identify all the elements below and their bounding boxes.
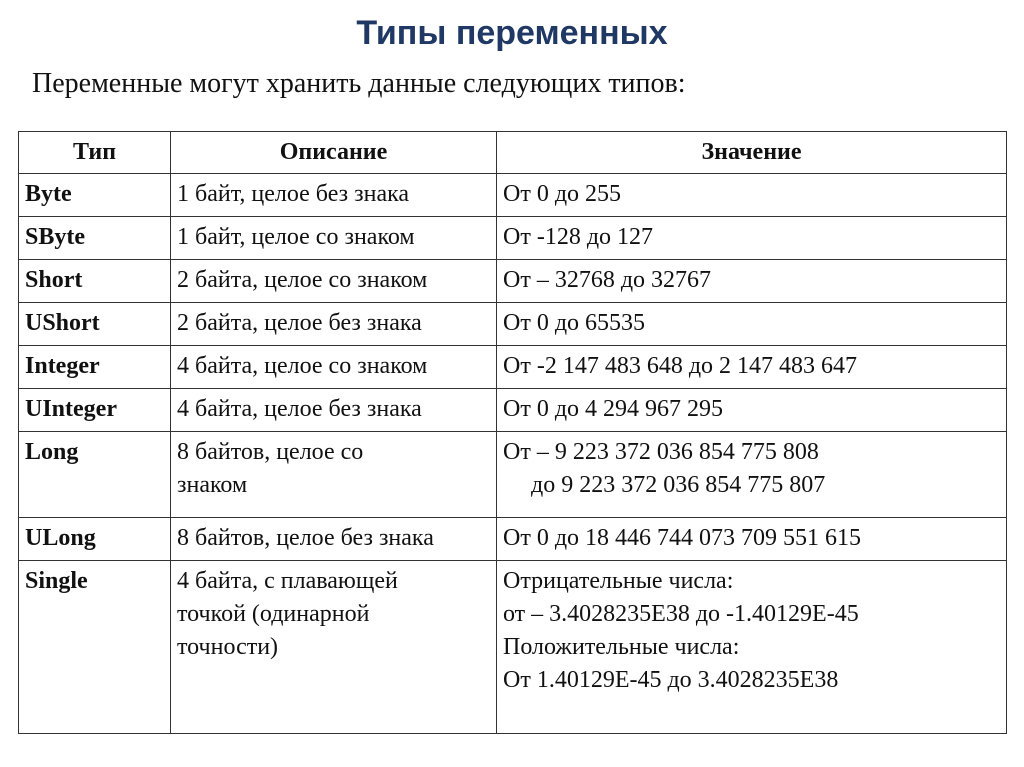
- description-cell: 4 байта, целое без знака: [171, 389, 497, 432]
- header-description: Описание: [171, 132, 497, 174]
- header-type: Тип: [19, 132, 171, 174]
- table-row-short: [19, 260, 1007, 303]
- value-cell: От 0 до 18 446 744 073 709 551 615: [497, 518, 1007, 561]
- description-cell: [171, 561, 497, 734]
- value-cell: От -2 147 483 648 до 2 147 483 647: [497, 346, 1007, 389]
- description-line: точкой (одинарной: [177, 601, 370, 627]
- type-cell: UShort: [19, 303, 171, 346]
- value-cell: [497, 561, 1007, 734]
- description-cell: 8 байтов, целое без знака: [171, 518, 497, 561]
- value-cell: От – 32768 до 32767: [497, 260, 1007, 303]
- table-header-row: [19, 132, 1007, 174]
- table-row-single: [19, 561, 1007, 734]
- value-line: От – 9 223 372 036 854 775 808: [503, 439, 819, 465]
- description-line: 4 байта, с плавающей: [177, 568, 398, 594]
- type-cell: Byte: [19, 174, 171, 217]
- table-row-ushort: [19, 303, 1007, 346]
- type-cell: ULong: [19, 518, 171, 561]
- table-row-uinteger: [19, 389, 1007, 432]
- data-types-table: [18, 131, 1007, 734]
- value-line: Отрицательные числа:: [503, 568, 734, 594]
- type-cell: Single: [19, 561, 171, 734]
- table-row-long: [19, 432, 1007, 518]
- type-cell: Integer: [19, 346, 171, 389]
- table-row-integer: [19, 346, 1007, 389]
- type-cell: Short: [19, 260, 171, 303]
- value-line: от – 3.4028235E38 до -1.40129E-45: [503, 601, 859, 627]
- description-line: 8 байтов, целое со: [177, 439, 364, 465]
- value-line: до 9 223 372 036 854 775 807: [531, 472, 826, 498]
- value-cell: [497, 432, 1007, 518]
- description-line: знаком: [177, 472, 248, 498]
- value-cell: От 0 до 255: [497, 174, 1007, 217]
- description-line: точности): [177, 634, 279, 660]
- table-row-ulong: [19, 518, 1007, 561]
- type-cell: Long: [19, 432, 171, 518]
- value-cell: От 0 до 65535: [497, 303, 1007, 346]
- description-cell: 1 байт, целое без знака: [171, 174, 497, 217]
- description-cell: 2 байта, целое без знака: [171, 303, 497, 346]
- description-cell: 1 байт, целое со знаком: [171, 217, 497, 260]
- value-line: Положительные числа:: [503, 634, 740, 660]
- description-cell: 4 байта, целое со знаком: [171, 346, 497, 389]
- value-cell: От 0 до 4 294 967 295: [497, 389, 1007, 432]
- intro-text: Переменные могут хранить данные следующих типов:: [32, 68, 686, 99]
- header-value: Значение: [497, 132, 1007, 174]
- slide-title: Типы переменных: [356, 14, 668, 52]
- description-cell: [171, 432, 497, 518]
- table-row-byte: [19, 174, 1007, 217]
- value-line: От 1.40129E-45 до 3.4028235E38: [503, 667, 839, 693]
- description-cell: 2 байта, целое со знаком: [171, 260, 497, 303]
- type-cell: UInteger: [19, 389, 171, 432]
- value-cell: От -128 до 127: [497, 217, 1007, 260]
- type-cell: SByte: [19, 217, 171, 260]
- table-row-sbyte: [19, 217, 1007, 260]
